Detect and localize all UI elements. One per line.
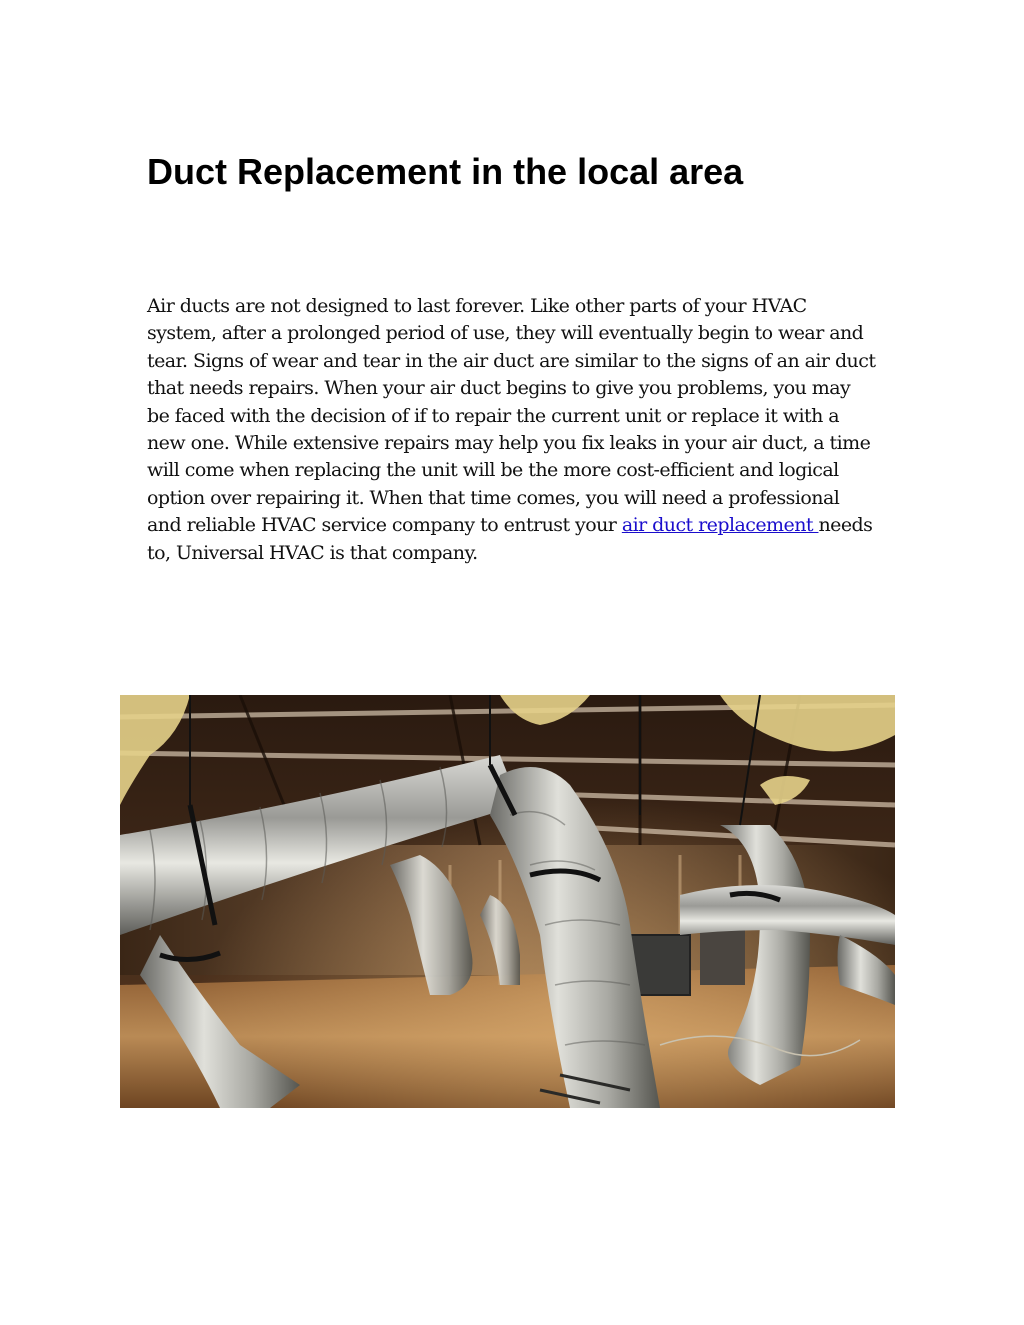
air-duct-replacement-link[interactable]: air duct replacement [621, 514, 819, 537]
body-paragraph [147, 293, 877, 567]
paragraph-text-end: needs to, Universal HVAC is that company. [147, 514, 873, 564]
attic-air-ducts-photo [120, 695, 895, 1108]
paragraph-text-start: Air ducts are not designed to last forever. Like other parts of your HVAC system, after a prolonged period of use, they will eventually begin to wear and tear. Signs of wear and tear in the air duct are similar to the signs of an air duct that needs repairs. When your air duct begins to give you problems, you may be faced with the decision of if to repair the current unit or replace it with a new one. While extensive repairs may help you fix leaks in your air duct, a time will come when replacing the unit will be the more cost-efficient and logical option over repairing it. When that time comes, you will need a professional and reliable HVAC service company to entrust your [147, 295, 876, 537]
page-title: Duct Replacement in the local area [147, 151, 744, 192]
